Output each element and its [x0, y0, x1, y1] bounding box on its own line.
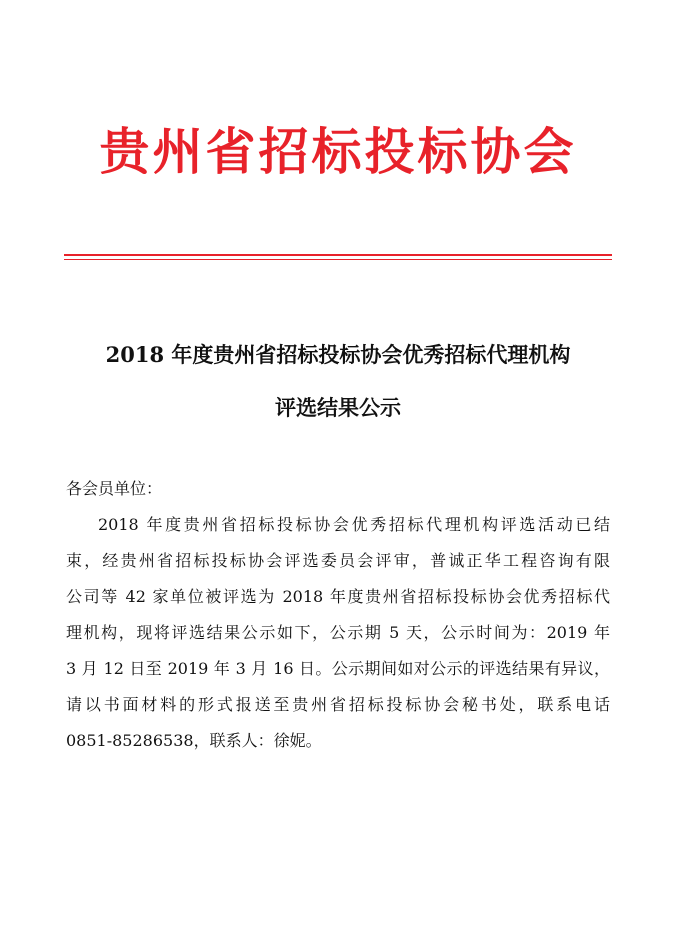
document-title-line-1: 2018 年度贵州省招标投标协会优秀招标代理机构 — [105, 342, 571, 367]
body-line-2: 束，经贵州省招标投标协会评选委员会评审，普诚正华工程咨询有限 — [66, 551, 610, 570]
body-line-3: 公司等 42 家单位被评选为 2018 年度贵州省招标投标协会优秀招标代 — [66, 587, 610, 606]
letterhead-divider-thick — [64, 254, 612, 256]
body-line-6: 请以书面材料的形式报送至贵州省招标投标协会秘书处，联系电话 — [66, 695, 610, 714]
salutation: 各会员单位： — [66, 479, 163, 498]
body-line-7: 0851-85286538，联系人：徐妮。 — [66, 731, 322, 750]
body-line-4: 理机构，现将评选结果公示如下，公示期 5 天，公示时间为：2019 年 — [66, 623, 610, 642]
letterhead-org-name: 贵州省招标投标协会 — [99, 122, 577, 181]
letterhead-divider-thin — [64, 259, 612, 260]
body-line-5: 3 月 12 日至 2019 年 3 月 16 日。公示期间如对公示的评选结果有异议， — [66, 659, 610, 678]
body-line-1: 2018 年度贵州省招标投标协会优秀招标代理机构评选活动已结 — [98, 515, 610, 534]
document-title-line-2: 评选结果公示 — [275, 395, 401, 420]
